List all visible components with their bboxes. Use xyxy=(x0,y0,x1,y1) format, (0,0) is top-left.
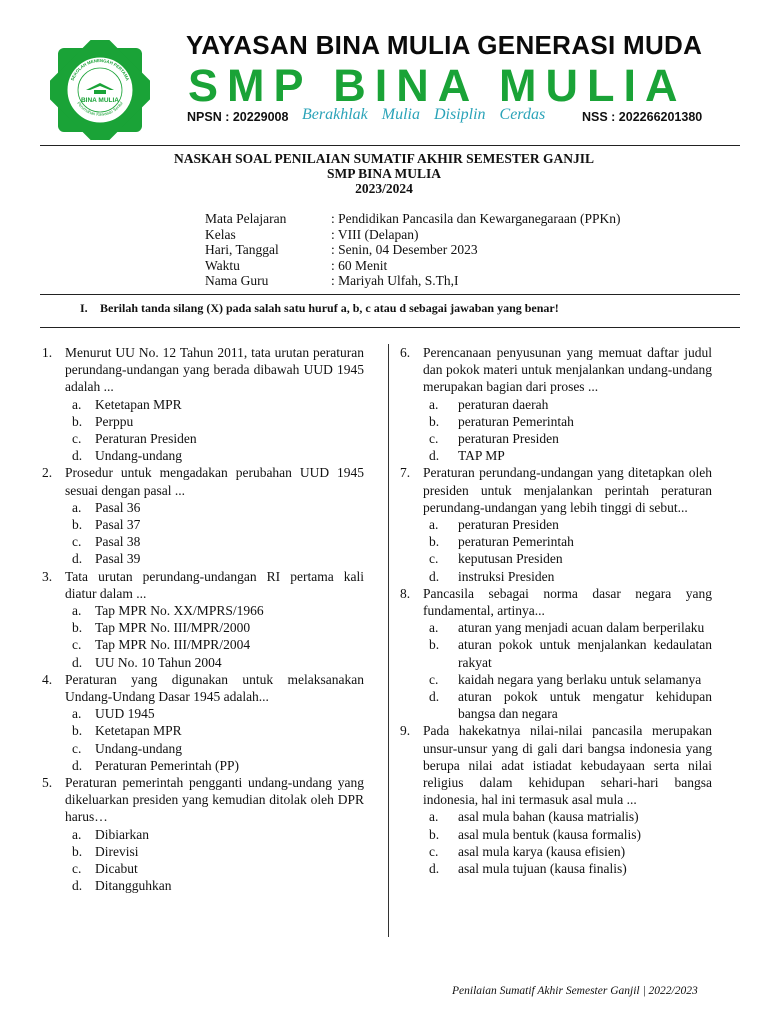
instruction-text: Berilah tanda silang (X) pada salah satu huruf a, b, c atau d sebagai jawaban yang benar! xyxy=(100,301,559,315)
option-letter: a. xyxy=(72,603,82,619)
exam-info xyxy=(205,211,621,289)
logo-top-text: SEKOLAH MENENGAH PERTAMA xyxy=(69,57,131,82)
answer-option[interactable] xyxy=(423,413,712,430)
question-number: 7. xyxy=(400,465,411,481)
option-letter: c. xyxy=(72,431,82,447)
option-letter: b. xyxy=(429,534,440,550)
option-text: Peraturan Pemerintah (PP) xyxy=(95,757,239,773)
exam-school: SMP BINA MULIA xyxy=(326,166,441,181)
column-divider xyxy=(388,344,389,937)
exam-year: 2023/2024 xyxy=(355,181,413,196)
school-name: SMP BINA MULIA xyxy=(188,60,687,111)
answer-options xyxy=(65,602,364,671)
option-text: Tap MPR No. XX/MPRS/1966 xyxy=(95,603,264,619)
option-letter: b. xyxy=(72,620,83,636)
answer-option[interactable] xyxy=(65,430,364,447)
option-letter: a. xyxy=(429,620,439,636)
option-letter: b. xyxy=(72,843,83,859)
letterhead-divider xyxy=(40,145,740,146)
question xyxy=(400,344,712,464)
exam-info-row xyxy=(205,242,621,258)
answer-option[interactable] xyxy=(423,396,712,413)
question xyxy=(42,774,364,894)
option-text: Undang-undang xyxy=(95,448,182,464)
option-text: Dibiarkan xyxy=(95,826,149,842)
option-text: aturan pokok untuk mengatur kehidupan bangsa dan negara xyxy=(458,689,712,722)
answer-option[interactable] xyxy=(423,447,712,464)
exam-info-label: Kelas xyxy=(205,226,236,242)
option-text: keputusan Presiden xyxy=(458,551,563,567)
option-letter: a. xyxy=(72,499,82,515)
option-letter: c. xyxy=(429,843,439,859)
option-letter: b. xyxy=(429,637,440,653)
question-number: 5. xyxy=(42,775,53,791)
option-letter: a. xyxy=(72,706,82,722)
option-text: Dicabut xyxy=(95,861,138,877)
option-text: asal mula tujuan (kausa finalis) xyxy=(458,861,627,877)
answer-option[interactable] xyxy=(65,877,364,894)
answer-option[interactable] xyxy=(423,430,712,447)
option-letter: d. xyxy=(72,448,83,464)
answer-option[interactable] xyxy=(423,533,712,550)
answer-option[interactable] xyxy=(423,619,712,636)
option-text: peraturan Presiden xyxy=(458,517,559,533)
answer-option[interactable] xyxy=(423,808,712,825)
option-text: asal mula karya (kausa efisien) xyxy=(458,843,626,859)
school-motto: Berakhlak Mulia Disiplin Cerdas xyxy=(302,106,546,123)
questions-left-column xyxy=(42,344,364,895)
npsn-number: NPSN : 20229008 xyxy=(187,110,289,124)
answer-options xyxy=(423,396,712,465)
option-text: instruksi Presiden xyxy=(458,568,555,584)
exam-title: NASKAH SOAL PENILAIAN SUMATIF AKHIR SEMESTER GANJIL xyxy=(173,151,595,166)
option-text: peraturan Presiden xyxy=(458,431,559,447)
answer-option[interactable] xyxy=(423,516,712,533)
school-logo xyxy=(50,40,150,140)
option-letter: c. xyxy=(429,431,439,447)
answer-option[interactable] xyxy=(423,843,712,860)
option-text: Ditangguhkan xyxy=(95,878,172,894)
question-text: Perencanaan penyusunan yang memuat daftar judul dan pokok materi untuk menjalankan undang-undang merupakan bagian dari proses ... xyxy=(423,345,712,395)
answer-option[interactable] xyxy=(65,533,364,550)
option-text: Pasal 39 xyxy=(95,551,141,567)
option-letter: d. xyxy=(72,654,83,670)
exam-info-value: : Mariyah Ulfah, S.Th,I xyxy=(331,273,459,289)
option-text: peraturan Pemerintah xyxy=(458,413,574,429)
question-text: Pada hakekatnya nilai-nilai pancasila merupakan unsur-unsur yang di gali dari bangsa indonesia yang berupa nilai adat istiadat kebudayaan serta nilai religius dalam kehidupan sehari-hari bangsa indonesia, hal ini termasuk asal mula ... xyxy=(423,723,712,808)
question-text: Menurut UU No. 12 Tahun 2011, tata urutan peraturan perundang-undangan yang berada dibawah UUD 1945 adalah ... xyxy=(65,345,364,395)
logo-bottom-text: Perumahan Kawasan Sentul xyxy=(76,100,124,117)
question xyxy=(42,344,364,464)
option-text: aturan yang menjadi acuan dalam berperilaku xyxy=(458,620,705,636)
answer-option[interactable] xyxy=(65,636,364,653)
questions-right-column xyxy=(400,344,712,877)
section-divider-top xyxy=(40,294,740,295)
question-text: Peraturan yang digunakan untuk melaksanakan Undang-Undang Dasar 1945 adalah... xyxy=(65,671,364,705)
answer-options xyxy=(65,826,364,895)
option-text: Perppu xyxy=(95,413,134,429)
exam-info-label: Hari, Tanggal xyxy=(205,242,279,258)
option-letter: a. xyxy=(429,809,439,825)
option-letter: d. xyxy=(429,861,440,877)
exam-info-label: Waktu xyxy=(205,257,240,273)
answer-option[interactable] xyxy=(65,705,364,722)
question-text: Pancasila sebagai norma dasar negara yang fundamental, artinya... xyxy=(423,585,712,619)
answer-option[interactable] xyxy=(65,396,364,413)
option-letter: c. xyxy=(429,551,439,567)
option-text: UUD 1945 xyxy=(95,706,155,722)
option-text: kaidah negara yang berlaku untuk selamanya xyxy=(458,671,702,687)
option-text: TAP MP xyxy=(458,448,505,464)
question xyxy=(42,671,364,774)
option-letter: d. xyxy=(429,568,440,584)
option-text: Peraturan Presiden xyxy=(95,431,197,447)
answer-option[interactable] xyxy=(65,722,364,739)
answer-options xyxy=(423,619,712,722)
answer-option[interactable] xyxy=(65,499,364,516)
question xyxy=(42,464,364,567)
answer-option[interactable] xyxy=(423,688,712,722)
answer-option[interactable] xyxy=(65,860,364,877)
option-letter: b. xyxy=(429,826,440,842)
question xyxy=(42,568,364,671)
answer-options xyxy=(423,516,712,585)
answer-option[interactable] xyxy=(65,757,364,774)
option-text: Direvisi xyxy=(95,843,139,859)
instruction-number: I. xyxy=(80,301,88,315)
section-divider-bottom xyxy=(40,327,740,328)
foundation-name: YAYASAN BINA MULIA GENERASI MUDA xyxy=(186,30,703,60)
question-text: Peraturan perundang-undangan yang ditetapkan oleh presiden untuk menjalankan perintah peraturan perundang-undangan yang lebih tinggi di sebut... xyxy=(423,465,712,515)
option-text: Tap MPR No. III/MPR/2004 xyxy=(95,637,251,653)
exam-info-row xyxy=(205,227,621,243)
question-number: 9. xyxy=(400,723,411,739)
question xyxy=(400,585,712,723)
answer-option[interactable] xyxy=(423,568,712,585)
option-text: peraturan Pemerintah xyxy=(458,534,574,550)
option-text: Ketetapan MPR xyxy=(95,723,182,739)
option-text: Pasal 37 xyxy=(95,517,141,533)
exam-info-row xyxy=(205,211,621,227)
option-letter: a. xyxy=(72,826,82,842)
answer-option[interactable] xyxy=(65,447,364,464)
exam-info-value: : Pendidikan Pancasila dan Kewarganegaraan (PPKn) xyxy=(331,211,621,226)
question-number: 6. xyxy=(400,345,411,360)
answer-option[interactable] xyxy=(65,516,364,533)
page-footer: Penilaian Sumatif Akhir Semester Ganjil | 2022/2023 xyxy=(452,985,698,997)
answer-options xyxy=(423,808,712,877)
option-letter: c. xyxy=(72,534,82,550)
nss-number: NSS : 202266201380 xyxy=(582,110,703,124)
option-text: Undang-undang xyxy=(95,740,182,756)
exam-info-value: : VIII (Delapan) xyxy=(331,226,419,242)
option-text: peraturan daerah xyxy=(458,396,549,412)
option-text: Tap MPR No. III/MPR/2000 xyxy=(95,620,251,636)
exam-info-label: Nama Guru xyxy=(205,273,269,289)
option-text: asal mula bahan (kausa matrialis) xyxy=(458,809,639,825)
question xyxy=(400,464,712,584)
option-letter: a. xyxy=(429,396,439,412)
option-text: asal mula bentuk (kausa formalis) xyxy=(458,826,641,842)
option-letter: c. xyxy=(72,861,82,877)
option-letter: d. xyxy=(72,757,83,773)
question xyxy=(400,722,712,877)
answer-option[interactable] xyxy=(65,619,364,636)
answer-options xyxy=(65,705,364,774)
option-letter: c. xyxy=(72,637,82,653)
option-letter: a. xyxy=(72,396,82,412)
option-letter: c. xyxy=(72,740,82,756)
option-letter: c. xyxy=(429,671,439,687)
answer-option[interactable] xyxy=(423,860,712,877)
option-text: Pasal 36 xyxy=(95,499,141,515)
answer-option[interactable] xyxy=(65,740,364,757)
logo-mid-text: BINA MULIA xyxy=(80,97,120,104)
exam-info-row xyxy=(205,273,621,289)
exam-info-value: : Senin, 04 Desember 2023 xyxy=(331,242,478,258)
option-letter: d. xyxy=(72,551,83,567)
option-letter: b. xyxy=(72,517,83,533)
instruction xyxy=(80,301,559,316)
answer-option[interactable] xyxy=(423,826,712,843)
answer-option[interactable] xyxy=(423,636,712,670)
answer-option[interactable] xyxy=(423,550,712,567)
option-text: Pasal 38 xyxy=(95,534,141,550)
question-text: Prosedur untuk mengadakan perubahan UUD 1945 sesuai dengan pasal ... xyxy=(65,465,364,498)
question-text: Tata urutan perundang-undangan RI pertama kali diatur dalam ... xyxy=(65,568,364,601)
question-number: 4. xyxy=(42,671,53,687)
option-letter: b. xyxy=(429,413,440,429)
question-number: 3. xyxy=(42,568,53,584)
answer-option[interactable] xyxy=(65,843,364,860)
question-text: Peraturan pemerintah pengganti undang-undang yang dikeluarkan presiden yang kemudian ditolak oleh DPR harus… xyxy=(65,775,364,825)
answer-option[interactable] xyxy=(65,826,364,843)
option-letter: d. xyxy=(72,878,83,894)
option-letter: a. xyxy=(429,517,439,533)
answer-options xyxy=(65,499,364,568)
option-text: aturan pokok untuk menjalankan kedaulatan rakyat xyxy=(458,637,712,670)
answer-option[interactable] xyxy=(65,654,364,671)
option-letter: d. xyxy=(429,689,440,705)
answer-option[interactable] xyxy=(65,602,364,619)
question-number: 8. xyxy=(400,585,411,601)
question-number: 2. xyxy=(42,465,53,481)
answer-option[interactable] xyxy=(65,413,364,430)
answer-options xyxy=(65,396,364,465)
answer-option[interactable] xyxy=(423,671,712,688)
exam-info-label: Mata Pelajaran xyxy=(205,211,287,226)
option-letter: b. xyxy=(72,723,83,739)
option-letter: b. xyxy=(72,413,83,429)
answer-option[interactable] xyxy=(65,550,364,567)
question-number: 1. xyxy=(42,345,53,360)
option-text: UU No. 10 Tahun 2004 xyxy=(95,654,222,670)
exam-info-value: : 60 Menit xyxy=(331,257,388,273)
option-letter: d. xyxy=(429,448,440,464)
option-text: Ketetapan MPR xyxy=(95,396,182,412)
exam-info-row xyxy=(205,258,621,274)
